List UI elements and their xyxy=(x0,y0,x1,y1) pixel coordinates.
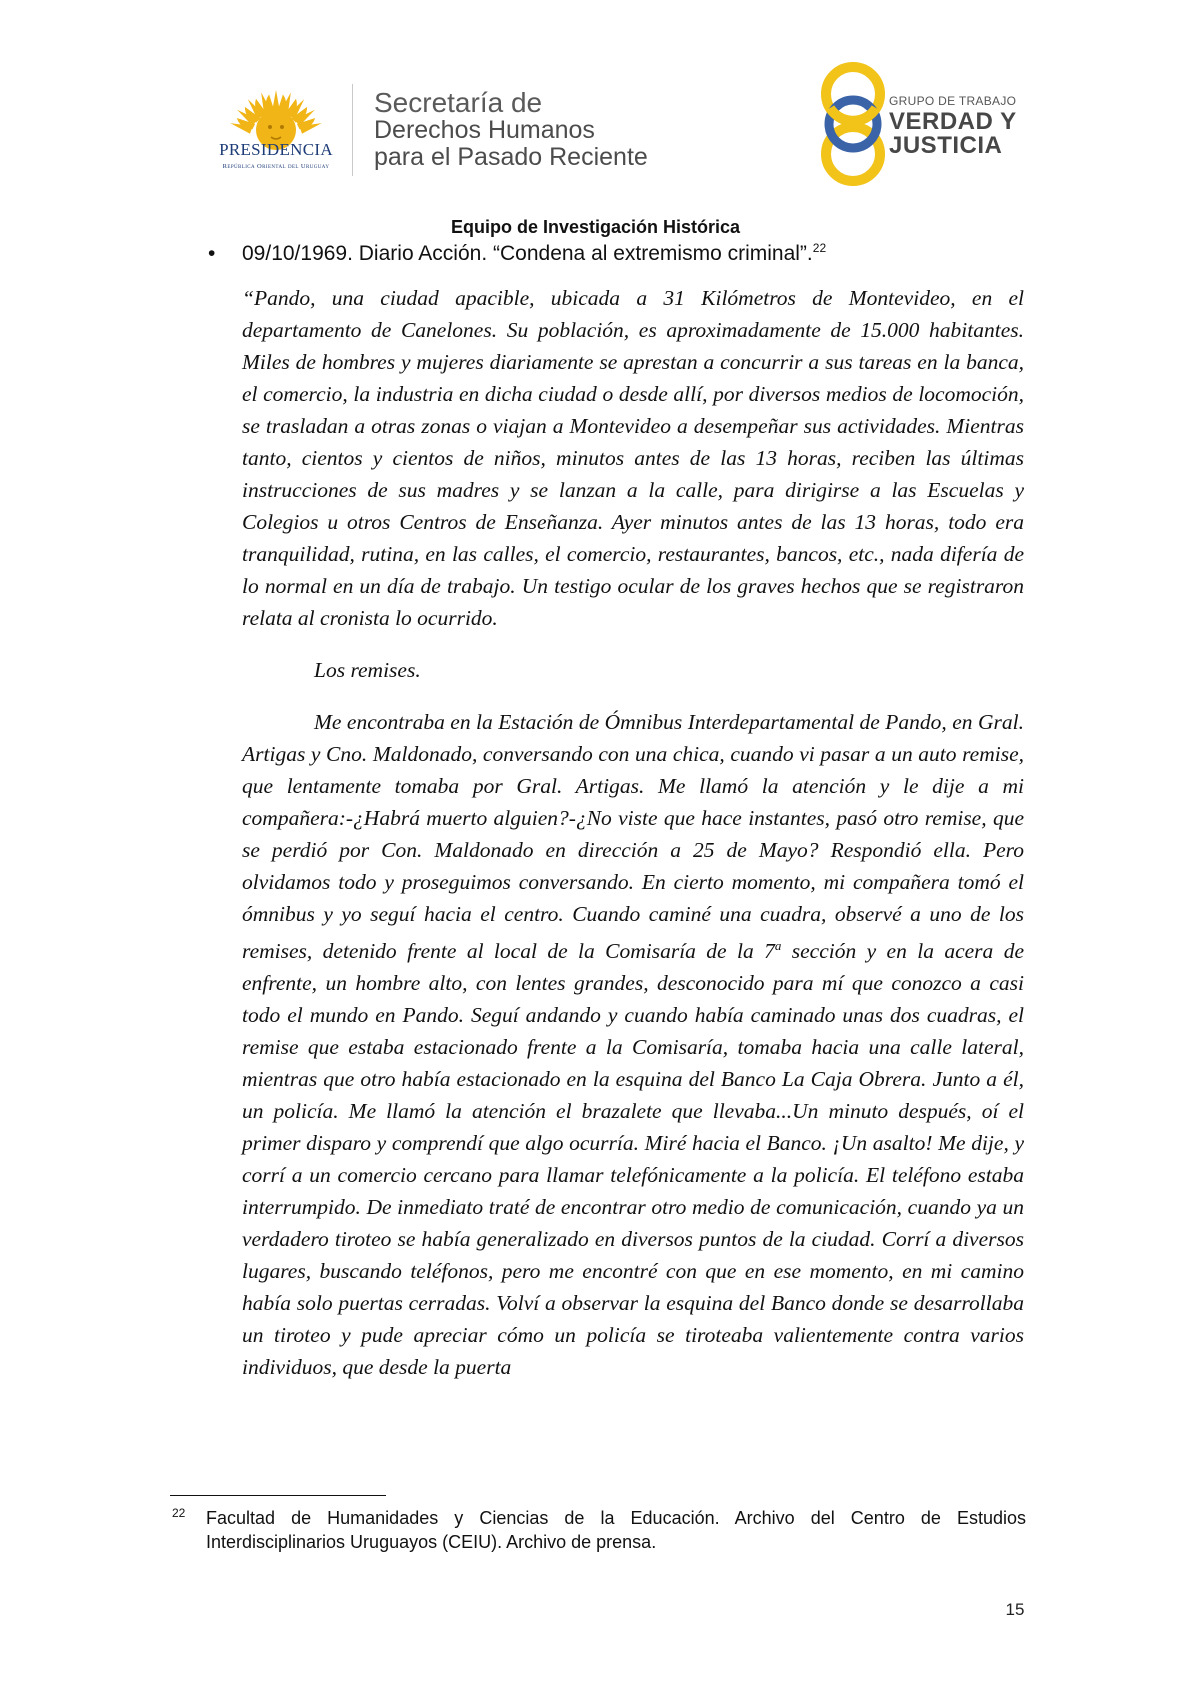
secretaria-line-2: Derechos Humanos xyxy=(374,116,595,144)
ordinal-superscript: a xyxy=(774,938,782,953)
section-heading: Los remises. xyxy=(314,658,421,682)
presidencia-logo-subtitle: República Oriental del Uruguay xyxy=(222,163,330,170)
header-divider xyxy=(352,84,353,176)
grupo-trabajo-label: GRUPO DE TRABAJO xyxy=(889,94,1017,108)
main-paragraph-part-1: Me encontraba en la Estación de Ómnibus Interdepartamental de Pando, en Gral. Artigas y Cno. Maldonado, conversando con una chica, cuando vi pasar a un auto remise, que lentamente tomaba por Gral. Artigas. Me llamó la atención y le dije a mi compañera:-¿Habrá muerto alguien?-¿No viste que hace instantes, pasó otro remise, que se perdió por Con. Maldonado en dirección a 25 de Mayo? Respondió ella. Pero olvidamos todo y proseguimos conversando. En cierto momento, mi compañera tomó el ómnibus y yo seguí hacia el centro. Cuando caminé una cuadra, observé a uno de los remises, detenido frente al local de la Comisaría de la 7 xyxy=(242,710,1024,964)
entry-heading xyxy=(208,241,826,266)
verdad-label: VERDAD Y xyxy=(889,108,1017,135)
main-paragraph-part-2: sección y en la acera de enfrente, un hombre alto, con lentes grandes, desconocido para mí que conozco a casi todo el mundo en Pando. Seguí andando y cuando había caminado unas dos cuadras, el remise que estaba estacionado frente a la Comisaría, tomaba hacia una calle lateral, mientras que otro había estacionado en la esquina del Banco La Caja Obrera. Junto a él, un policía. Me llamó la atención el brazalete que llevaba...Un minuto después, oí el primer disparo y comprendí que algo ocurría. Miré hacia el Banco. ¡Un asalto! Me dije, y corrí a un comercio cercano para llamar telefónicamente a la policía. El teléfono estaba interrumpido. De inmediato traté de encontrar otro medio de comunicación, cuando ya un verdadero tiroteo se había generalizado en diversos puntos de la ciudad. Corrí a diversos lugares, buscando teléfonos, pero me encontré con que en ese momento, en mi camino había solo puertas cerradas. Volví a observar la esquina del Banco donde se desarrollaba un tiroteo y pude apreciar cómo un policía se tiroteaba valientemente contra varios individuos, que desde la puerta xyxy=(242,939,1024,1380)
presidencia-logo-name: PRESIDENCIA xyxy=(219,140,333,159)
secretaria-line-1: Secretaría de xyxy=(374,87,543,118)
secretaria-line-3: para el Pasado Reciente xyxy=(374,143,648,171)
secretaria-logo-text xyxy=(374,88,648,171)
justicia-label: JUSTICIA xyxy=(889,132,1003,159)
footnote-text: Facultad de Humanidades y Ciencias de la Educación. Archivo del Centro de Estudios Interdisciplinarios Uruguayos (CEIU). Archivo de prensa. xyxy=(206,1508,1026,1552)
verdad-justicia-rings-logo xyxy=(808,60,898,188)
footnote-reference[interactable]: 22 xyxy=(812,241,827,255)
page-number: 15 xyxy=(1005,1600,1025,1619)
main-paragraph xyxy=(242,706,1024,1383)
bullet-icon: • xyxy=(208,242,216,265)
article-quote xyxy=(242,282,1024,1383)
entry-text: 09/10/1969. Diario Acción. “Condena al extremismo criminal”. xyxy=(242,242,813,265)
page-header xyxy=(0,0,1191,215)
footnote-separator xyxy=(170,1495,386,1496)
footnote-number: 22 xyxy=(172,1506,186,1520)
team-title: Equipo de Investigación Histórica xyxy=(450,217,741,237)
intro-paragraph: “Pando, una ciudad apacible, ubicada a 31 Kilómetros de Montevideo, en el departamento de Canelones. Su población, es aproximadamente de 15.000 habitantes. Miles de hombres y mujeres diariamente se aprestan a concurrir a sus tareas en la banca, el comercio, la industria en dicha ciudad o desde allí, por diversos medios de locomoción, se trasladan a otras zonas o viajan a Montevideo a desempeñar sus actividades. Mientras tanto, cientos y cientos de niños, minutos antes de las 13 horas, reciben las últimas instrucciones de sus madres y se lanzan a la calle, para dirigirse a las Escuelas y Colegios u otros Centros de Enseñanza. Ayer minutos antes de las 13 horas, todo era tranquilidad, rutina, en las calles, el comercio, restaurantes, bancos, etc., nada difería de lo normal en un día de trabajo. Un testigo ocular de los graves hechos que se registraron relata al cronista lo ocurrido. xyxy=(242,286,1024,630)
